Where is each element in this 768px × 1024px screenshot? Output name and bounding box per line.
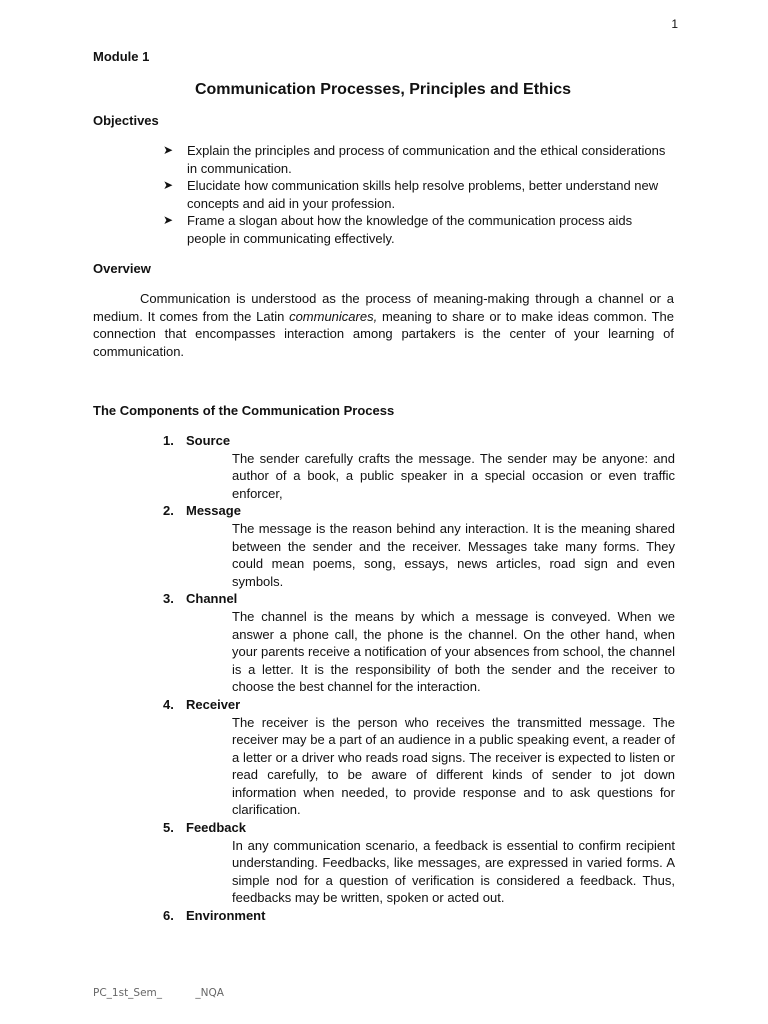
component-item <box>163 907 675 925</box>
arrowhead-bullet-icon: ➤ <box>163 143 174 157</box>
component-item <box>163 696 675 819</box>
component-number: 3. <box>163 591 174 607</box>
component-description: The sender carefully crafts the message. The sender may be anyone: and author of a book, a public speaker in a special occasion or even traffic enforcer, <box>232 450 675 501</box>
objective-item <box>163 142 673 177</box>
objective-text: Elucidate how communication skills help resolve problems, better understand new concepts and aid in your profession. <box>187 178 659 211</box>
components-list <box>163 432 675 925</box>
component-number: 1. <box>163 433 174 448</box>
component-number: 6. <box>163 908 174 924</box>
page-number: 1 <box>671 17 678 31</box>
overview-text-after: meaning to share or to make ideas common. The connection that encompasses interaction among partakers is the center of your learning of communication. <box>93 308 674 359</box>
component-item <box>163 502 675 590</box>
module-label: Module 1 <box>93 49 150 64</box>
component-number: 5. <box>163 820 174 836</box>
component-number: 4. <box>163 696 174 712</box>
overview-heading: Overview <box>93 261 151 276</box>
page-footer: PC_1st_Sem_ _NQA <box>93 987 224 999</box>
page-title: Communication Processes, Principles and Ethics <box>194 81 572 98</box>
latin-term: communicares, <box>289 308 378 324</box>
objectives-heading: Objectives <box>93 113 159 128</box>
component-description: In any communication scenario, a feedback is essential to confirm recipient understanding. Feedbacks, like messages, are expressed in varied forms. A simple nod for a question of verification is considered a feedback. Thus, feedbacks may be written, spoken or acted out. <box>232 837 675 906</box>
arrowhead-bullet-icon: ➤ <box>163 213 174 228</box>
component-title: Source <box>186 433 231 448</box>
component-item <box>163 432 675 502</box>
component-description: The receiver is the person who receives the transmitted message. The receiver may be a part of an audience in a public speaking event, a reader of a letter or a driver who reads road signs. The receiver is expected to listen or read carefully, to be aware of different kinds of sender to jot down information when needed, to provide response and to ask questions for clarification. <box>232 714 675 818</box>
component-item <box>163 819 675 907</box>
objectives-list <box>163 142 673 248</box>
objective-text: Frame a slogan about how the knowledge of the communication process aids people in communicating effectively. <box>187 213 633 246</box>
component-description: The channel is the means by which a message is conveyed. When we answer a phone call, the phone is the channel. On the other hand, when your parents receive a notification of your absences from school, the channel is a letter. It is the responsibility of both the sender and the receiver to choose the best channel for the interaction. <box>232 608 675 695</box>
component-description: The message is the reason behind any interaction. It is the meaning shared between the sender and the receiver. Messages take many forms. They could mean poems, song, essays, news articles, road sign and even symbols. <box>232 520 675 589</box>
arrowhead-bullet-icon: ➤ <box>163 178 174 193</box>
component-item <box>163 590 675 696</box>
objective-item <box>163 177 673 212</box>
component-title: Channel <box>186 591 238 607</box>
overview-text-before: Communication is understood as the process of meaning-making through a channel or a medium. It comes from the Latin <box>93 291 674 324</box>
component-title: Receiver <box>186 696 241 712</box>
component-title: Environment <box>186 908 266 924</box>
component-title: Feedback <box>186 820 246 836</box>
component-number: 2. <box>163 503 174 519</box>
component-title: Message <box>186 503 241 519</box>
components-heading: The Components of the Communication Process <box>93 403 395 418</box>
objective-item <box>163 212 673 247</box>
objective-text: Explain the principles and process of communication and the ethical considerations in communication. <box>187 143 666 176</box>
overview-paragraph <box>93 290 674 360</box>
